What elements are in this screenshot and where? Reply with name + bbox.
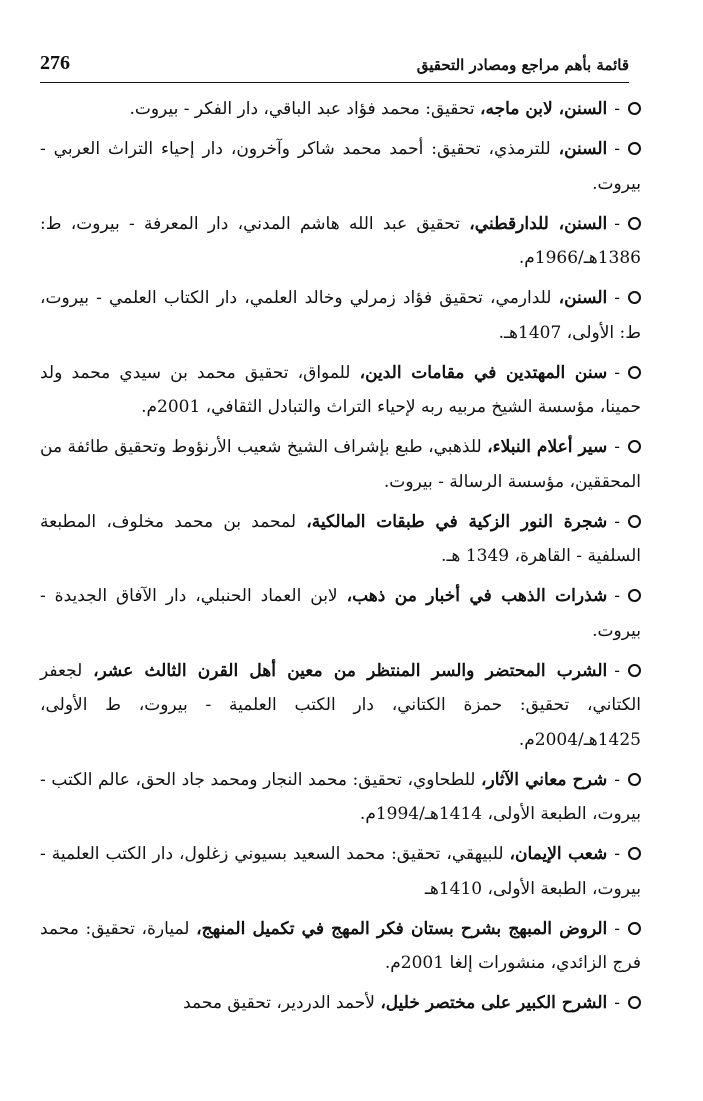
- circle-bullet-icon: [628, 996, 641, 1009]
- reference-entry: -سير أعلام النبلاء، للذهبي، طبع بإشراف الشيخ شعيب الأرنؤوط وتحقيق طائفة من المحققين، مؤسسة الرسالة - بيروت.: [40, 437, 641, 492]
- circle-bullet-icon: [628, 664, 641, 677]
- running-title: قائمة بأهم مراجع ومصادر التحقيق: [416, 56, 629, 74]
- reference-title: السنن،: [558, 288, 608, 308]
- reference-details: تحقيق: محمد فؤاد عبد الباقي، دار الفكر - بيروت.: [129, 99, 481, 119]
- reference-details: لميارة، تحقيق: محمد فرج الزائدي، منشورات إلغا 2001م.: [40, 918, 641, 973]
- reference-title: السنن، للدارقطني،: [469, 213, 608, 234]
- page-number: 276: [40, 52, 70, 74]
- reference-entry: -شرح معاني الآثار، للطحاوي، تحقيق: محمد النجار ومحمد جاد الحق، عالم الكتب - بيروت، الطبعة الأولى، 1414هـ/1994م.: [40, 769, 641, 824]
- reference-title: شذرات الذهب في أخبار من ذهب،: [346, 586, 608, 606]
- circle-bullet-icon: [628, 773, 641, 786]
- reference-entry: -الشرح الكبير على مختصر خليل، لأحمد الدردير، تحقيق محمد: [40, 986, 641, 1021]
- circle-bullet-icon: [628, 847, 641, 860]
- reference-entry: -شجرة النور الزكية في طبقات المالكية، لمحمد بن محمد مخلوف، المطبعة السلفية - القاهرة، 1349 هـ.: [40, 511, 641, 566]
- circle-bullet-icon: [628, 515, 641, 528]
- circle-bullet-icon: [628, 102, 641, 115]
- reference-title: الشرح الكبير على مختصر خليل،: [380, 993, 608, 1013]
- reference-details: لابن العماد الحنبلي، دار الآفاق الجديدة - بيروت.: [40, 586, 641, 641]
- reference-entry: -السنن، للدارمي، تحقيق فؤاد زمرلي وخالد العلمي، دار الكتاب العلمي - بيروت، ط: الأولى، 1407هـ.: [40, 288, 641, 343]
- page-header: [40, 52, 629, 83]
- circle-bullet-icon: [628, 922, 641, 935]
- reference-entry: -شعب الإيمان، للبيهقي، تحقيق: محمد السعيد بسيوني زغلول، دار الكتب العلمية - بيروت، الطبعة الأولى، 1410هـ: [40, 844, 641, 899]
- reference-entry: -السنن، للترمذي، تحقيق: أحمد محمد شاكر وآخرون، دار إحياء التراث العربي - بيروت.: [40, 139, 641, 194]
- reference-title: سنن المهتدين في مقامات الدين،: [359, 362, 608, 383]
- reference-details: لمحمد بن محمد مخلوف، المطبعة السلفية - القاهرة، 1349 هـ.: [40, 511, 641, 566]
- circle-bullet-icon: [628, 440, 641, 453]
- reference-title: الشرب المحتضر والسر المنتظر من معين أهل القرن الثالث عشر،: [93, 660, 608, 681]
- reference-details: للترمذي، تحقيق: أحمد محمد شاكر وآخرون، دار إحياء التراث العربي - بيروت.: [40, 139, 641, 194]
- reference-entry: -السنن، للدارقطني، تحقيق عبد الله هاشم المدني، دار المعرفة - بيروت، ط: 1386هـ/1966م.: [40, 213, 641, 268]
- reference-title: السنن، لابن ماجه،: [480, 99, 608, 119]
- reference-title: شرح معاني الآثار،: [481, 769, 608, 790]
- reference-title: الروض المبهج بشرح بستان فكر المهج في تكميل المنهج،: [196, 918, 608, 939]
- circle-bullet-icon: [628, 217, 641, 230]
- circle-bullet-icon: [628, 589, 641, 602]
- reference-entry: -سنن المهتدين في مقامات الدين، للمواق، تحقيق محمد بن سيدي محمد ولد حمينا، مؤسسة الشيخ مربيه ربه لإحياء التراث والتبادل الثقافي، 2001م.: [40, 362, 641, 417]
- reference-title: شجرة النور الزكية في طبقات المالكية،: [306, 511, 608, 532]
- reference-entry: -الشرب المحتضر والسر المنتظر من معين أهل القرن الثالث عشر، لجعفر الكتاني، تحقيق: حمزة الكتاني، دار الكتب العلمية - بيروت، ط الأولى، 1425هـ/2004م.: [40, 660, 641, 750]
- reference-entry: -السنن، لابن ماجه، تحقيق: محمد فؤاد عبد الباقي، دار الفكر - بيروت.: [40, 92, 641, 127]
- reference-entry: -الروض المبهج بشرح بستان فكر المهج في تكميل المنهج، لميارة، تحقيق: محمد فرج الزائدي، منشورات إلغا 2001م.: [40, 918, 641, 973]
- reference-entry: -شذرات الذهب في أخبار من ذهب، لابن العماد الحنبلي، دار الآفاق الجديدة - بيروت.: [40, 586, 641, 641]
- reference-details: للمواق، تحقيق محمد بن سيدي محمد ولد حمينا، مؤسسة الشيخ مربيه ربه لإحياء التراث والتبادل الثقافي، 2001م.: [40, 362, 641, 417]
- reference-details: للدارمي، تحقيق فؤاد زمرلي وخالد العلمي، دار الكتاب العلمي - بيروت، ط: الأولى، 1407هـ.: [40, 288, 641, 343]
- reference-details: للطحاوي، تحقيق: محمد النجار ومحمد جاد الحق، عالم الكتب - بيروت، الطبعة الأولى، 1414هـ/1994م.: [40, 769, 641, 824]
- reference-details: للذهبي، طبع بإشراف الشيخ شعيب الأرنؤوط وتحقيق طائفة من المحققين، مؤسسة الرسالة - بيروت.: [40, 437, 641, 492]
- reference-details: تحقيق عبد الله هاشم المدني، دار المعرفة - بيروت، ط: 1386هـ/1966م.: [40, 213, 641, 268]
- circle-bullet-icon: [628, 366, 641, 379]
- reference-details: لأحمد الدردير، تحقيق محمد: [183, 993, 381, 1013]
- circle-bullet-icon: [628, 291, 641, 304]
- reference-list: [40, 92, 641, 1026]
- reference-title: السنن،: [558, 139, 608, 159]
- reference-details: لجعفر الكتاني، تحقيق: حمزة الكتاني، دار الكتب العلمية - بيروت، ط الأولى، 1425هـ/2004م.: [40, 660, 641, 750]
- reference-title: شعب الإيمان،: [509, 844, 608, 864]
- reference-title: سير أعلام النبلاء،: [487, 437, 608, 457]
- circle-bullet-icon: [628, 142, 641, 155]
- reference-details: للبيهقي، تحقيق: محمد السعيد بسيوني زغلول، دار الكتب العلمية - بيروت، الطبعة الأولى، 1410هـ: [40, 844, 641, 899]
